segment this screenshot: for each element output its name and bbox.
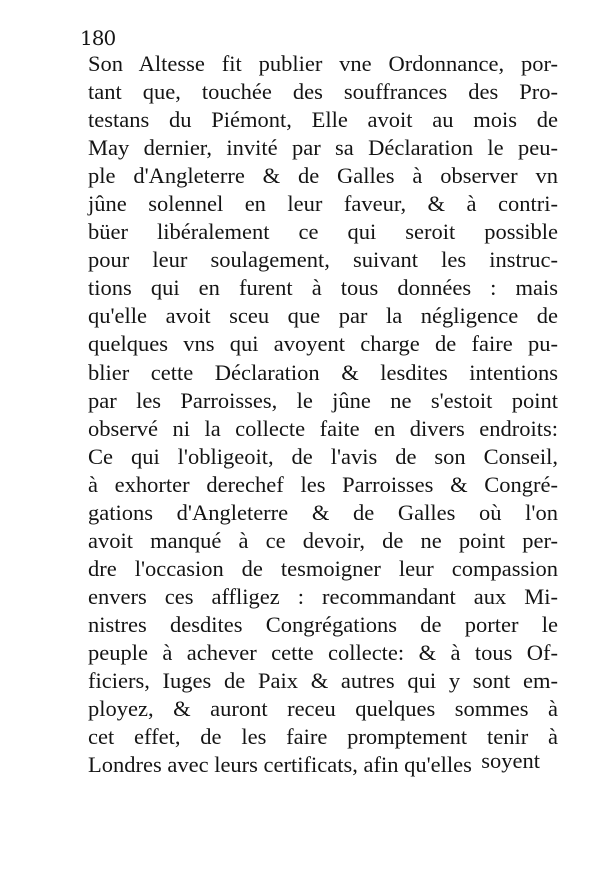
text-line: Ce qui l'obligeoit, de l'avis de son Conseil, [88,443,558,469]
text-line: pour leur soulagement, suivant les instruc- [88,247,558,273]
text-line: quelques vns qui avoyent charge de faire pu- [88,331,558,357]
text-line: dre l'occasion de tesmoigner leur compassion [88,555,558,581]
text-line: envers ces affligez : recommandant aux Mi- [88,583,558,609]
body-text [88,50,558,779]
text-line: ple d'Angleterre & de Galles à observer vn [88,163,558,189]
text-line: Son Altesse fit publier vne Ordonnance, por- [88,51,558,76]
text-line: observé ni la collecte faite en divers endroits: [88,415,558,441]
text-line: par les Parroisses, le jûne ne s'estoit point [88,387,558,413]
text-line: jûne solennel en leur faveur, & à contri- [88,191,558,217]
text-line: cet effet, de les faire promptement tenir à [88,724,558,750]
text-line: May dernier, invité par sa Déclaration le peu- [88,135,558,161]
text-line: gations d'Angleterre & de Galles où l'on [88,499,558,525]
text-line: blier cette Déclaration & lesdites intentions [88,359,558,385]
text-line: qu'elle avoit sceu que par la négligence de [88,303,558,329]
text-line: ficiers, Iuges de Paix & autres qui y sont em- [88,668,558,694]
page-number: 180 [80,26,116,50]
text-line: Londres avec leurs certificats, afin qu'elles [88,752,472,778]
text-line: ployez, & auront receu quelques sommes à [88,696,558,722]
text-line: tant que, touchée des souffrances des Pro- [88,79,558,105]
text-line: avoit manqué à ce devoir, de ne point per- [88,527,558,553]
catchword: soyent [481,748,540,773]
text-line: nistres desdites Congrégations de porter le [88,611,558,637]
text-line: tions qui en furent à tous données : mais [88,275,558,301]
text-line: peuple à achever cette collecte: & à tous Of- [88,639,558,665]
text-line: büer libéralement ce qui seroit possible [88,219,558,245]
text-line: à exhorter derechef les Parroisses & Congré- [88,471,558,497]
text-line: testans du Piémont, Elle avoit au mois de [88,107,558,133]
